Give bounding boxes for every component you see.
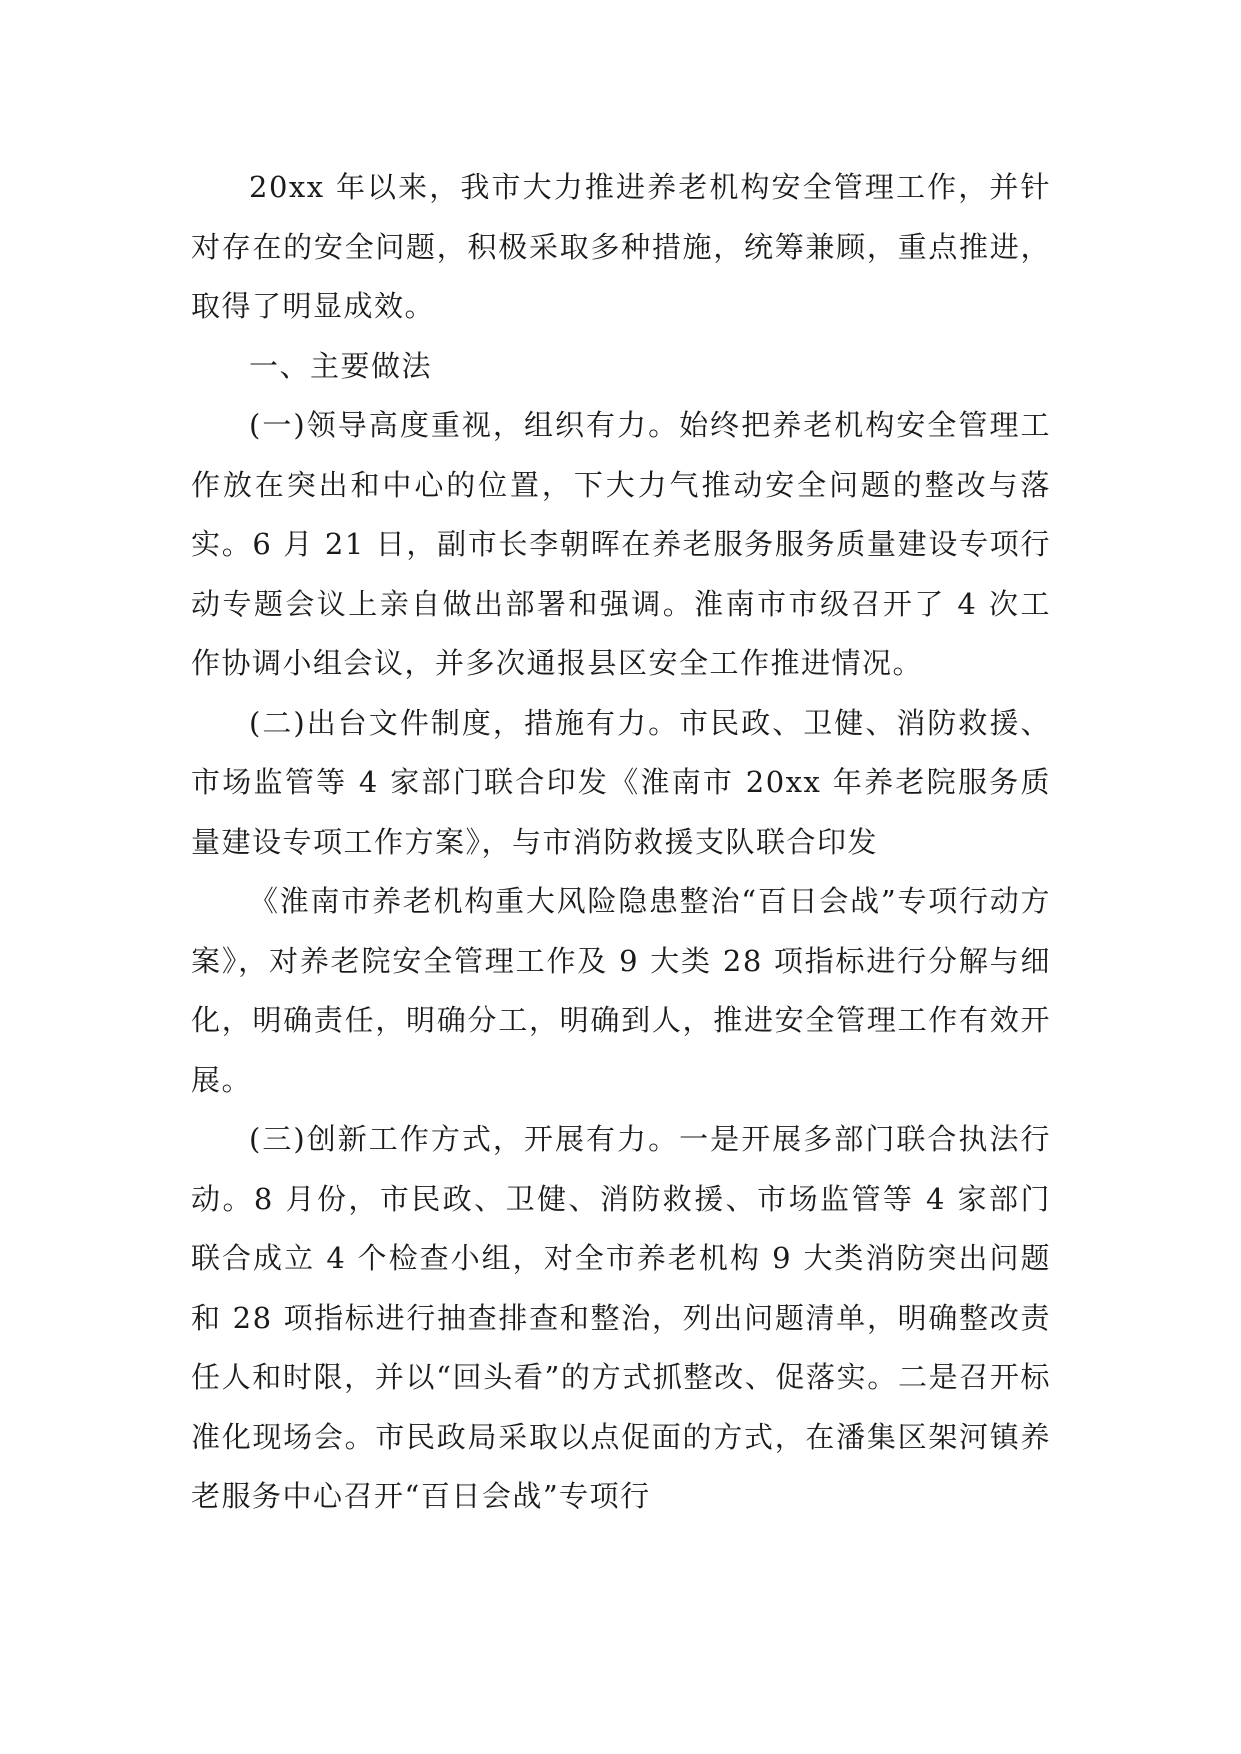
paragraph-documents: (二)出台文件制度，措施有力。市民政、卫健、消防救援、市场监管等 4 家部门联合印发《淮南市 20xx 年养老院服务质量建设专项工作方案》，与市消防救援支队联合印发 — [191, 705, 1051, 859]
section-heading-main-practices: 一、主要做法 — [249, 348, 433, 383]
paragraph-intro: 20xx 年以来，我市大力推进养老机构安全管理工作，并针对存在的安全问题，积极采取多种措施，统筹兼顾，重点推进，取得了明显成效。 — [191, 170, 1051, 323]
document-body — [191, 158, 1051, 1527]
paragraph-innovation: (三)创新工作方式，开展有力。一是开展多部门联合执法行动。8 月份，市民政、卫健、消防救援、市场监管等 4 家部门联合成立 4 个检查小组，对全市养老机构 9 大类消防突出问题和 28 项指标进行抽查排查和整治，列出问题清单，明确整改责任人和时限，并以“回头看”的方式抓整改、促落实。二是召开标准化现场会。市民政局采取以点促面的方式，在潘集区架河镇养老服务中心召开“百日会战”专项行 — [191, 1122, 1051, 1513]
paragraph-leadership: (一)领导高度重视，组织有力。始终把养老机构安全管理工作放在突出和中心的位置，下大力气推动安全问题的整改与落实。6 月 21 日，副市长李朝晖在养老服务服务质量建设专项行动专题会议上亲自做出部署和强调。淮南市市级召开了 4 次工作协调小组会议，并多次通报县区安全工作推进情况。 — [191, 408, 1051, 680]
paragraph-action-plan: 《淮南市养老机构重大风险隐患整治“百日会战”专项行动方案》，对养老院安全管理工作及 9 大类 28 项指标进行分解与细化，明确责任，明确分工，明确到人，推进安全管理工作有效开展。 — [191, 884, 1051, 1097]
